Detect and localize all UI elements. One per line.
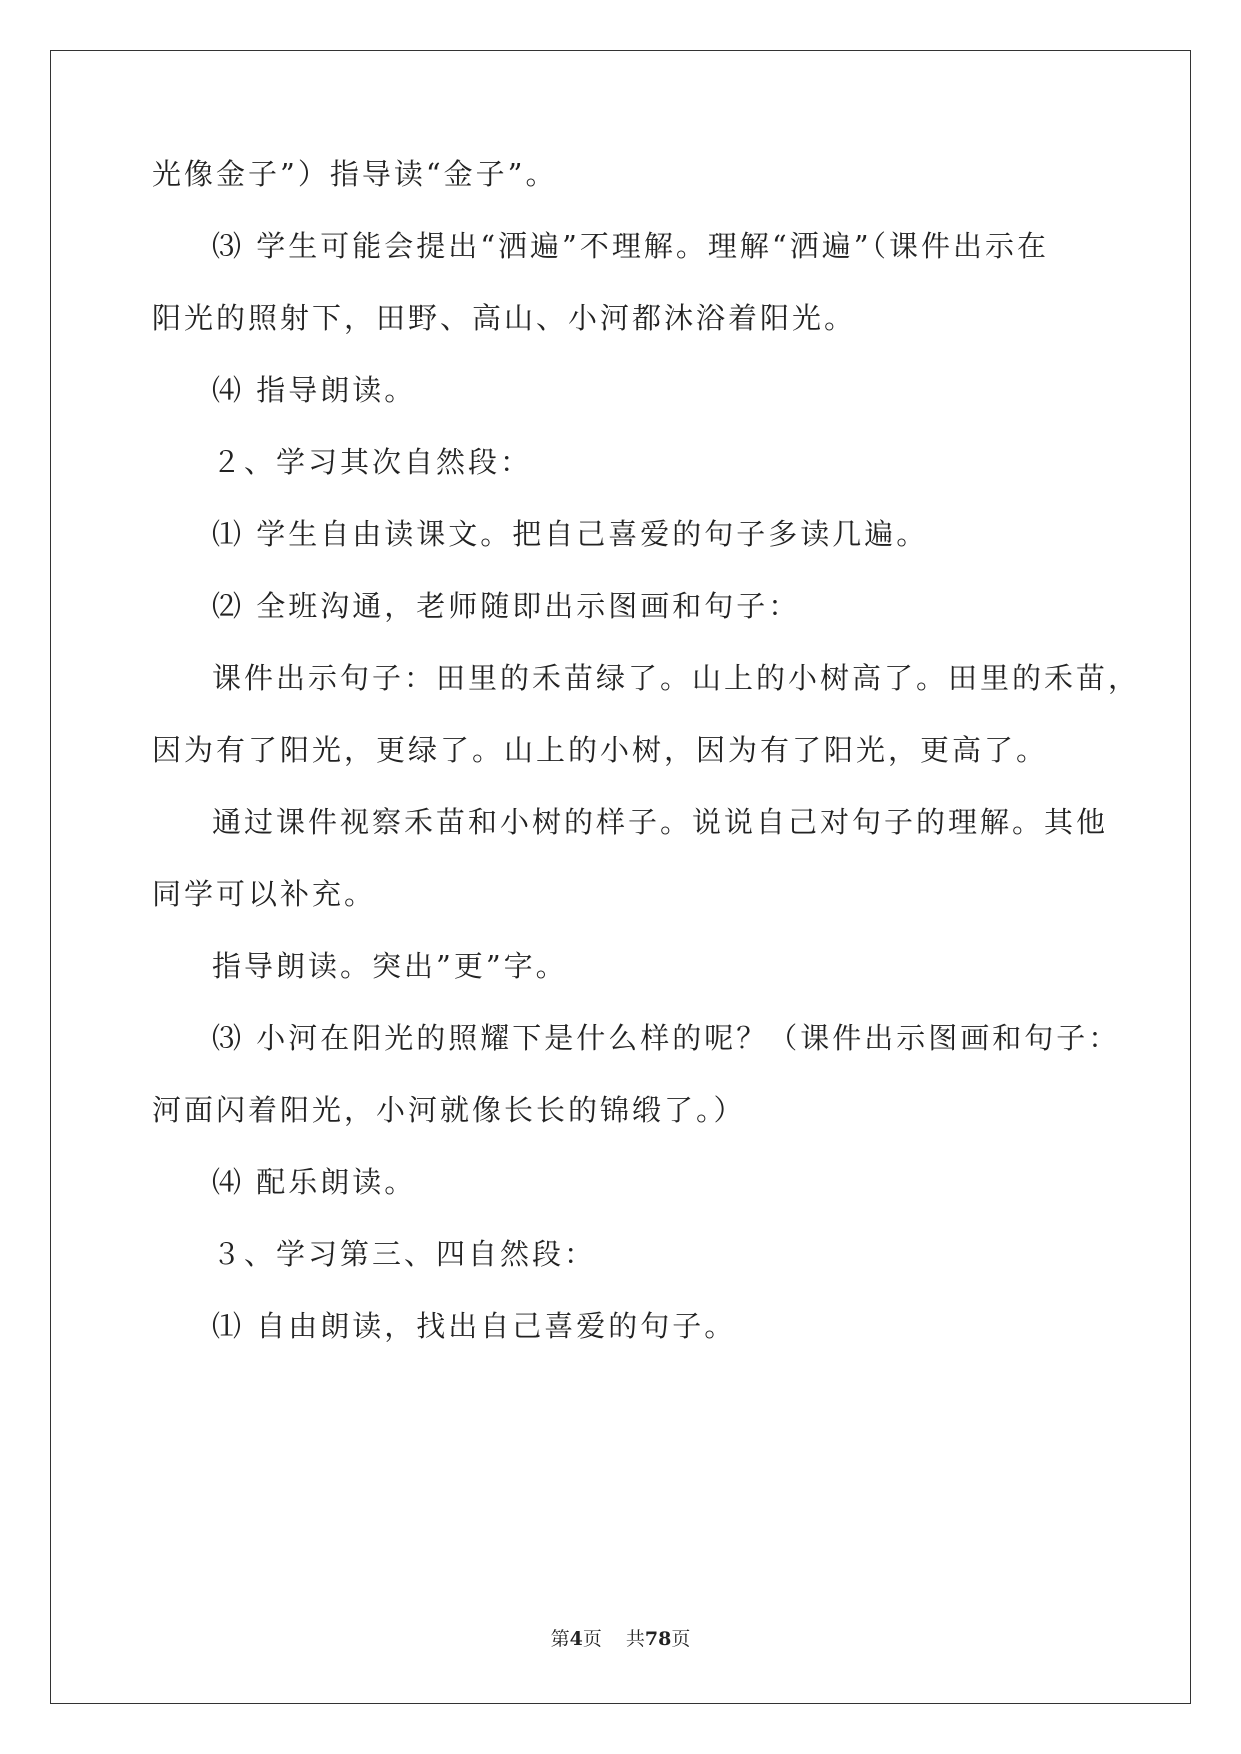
text-line: ⑶ 小河在阳光的照耀下是什么样的呢？（课件出示图画和句子： xyxy=(212,1021,1121,1055)
text-line: 河面闪着阳光，小河就像长长的锦缎了。） xyxy=(152,1093,746,1127)
text-line: ⑴ 自由朗读，找出自己喜爱的句子。 xyxy=(212,1309,737,1343)
page-footer xyxy=(0,1627,1241,1651)
text-line: 阳光的照射下，田野、高山、小河都沐浴着阳光。 xyxy=(152,301,857,335)
page-suffix: 页 xyxy=(582,1628,602,1650)
page-number: 4 xyxy=(569,1628,583,1650)
text-line: ⑵ 全班沟通，老师随即出示图画和句子： xyxy=(212,589,801,623)
total-pages: 78 xyxy=(644,1628,672,1650)
page-prefix: 第 xyxy=(550,1628,570,1650)
text-line: ⑷ 指导朗读。 xyxy=(212,373,417,407)
text-line: 课件出示句子：田里的禾苗绿了。山上的小树高了。田里的禾苗， xyxy=(212,661,1141,695)
text-line: ⑷ 配乐朗读。 xyxy=(212,1165,417,1199)
total-suffix: 页 xyxy=(671,1628,691,1650)
total-prefix: 共 xyxy=(625,1628,645,1650)
text-line: 通过课件视察禾苗和小树的样子。说说自己对句子的理解。其他 xyxy=(212,805,1109,839)
text-line: 光像金子”）指导读“金子”。 xyxy=(152,157,558,191)
section-heading: ３、学习第三、四自然段： xyxy=(212,1237,597,1271)
text-line: 指导朗读。突出”更”字。 xyxy=(212,949,568,983)
text-line: 因为有了阳光，更绿了。山上的小树，因为有了阳光，更高了。 xyxy=(152,733,1049,767)
text-line: 同学可以补充。 xyxy=(152,877,377,911)
section-heading: ２、学习其次自然段： xyxy=(212,445,533,479)
text-line: ⑴ 学生自由读课文。把自己喜爱的句子多读几遍。 xyxy=(212,517,929,551)
text-line: ⑶ 学生可能会提出“洒遍”不理解。理解“洒遍”（课件出示在 xyxy=(212,229,1050,263)
